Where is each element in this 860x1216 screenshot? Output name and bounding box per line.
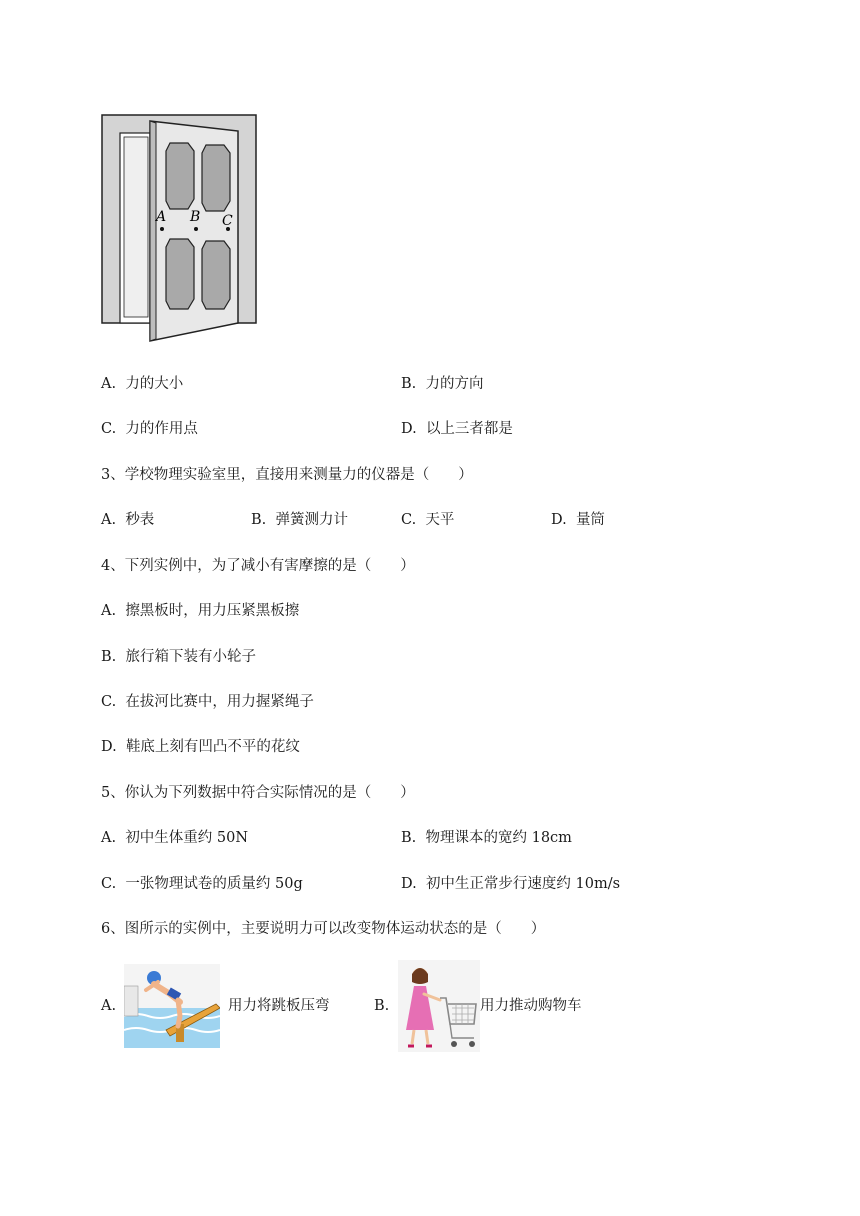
q2-option-b: [401, 374, 483, 394]
q6-option-a-text: 用力将跳板压弯: [228, 998, 330, 1014]
q2-option-a: [101, 374, 183, 394]
option-letter: A.: [101, 830, 117, 846]
point-label-a: A: [156, 209, 167, 225]
q5-option-d: [401, 874, 620, 894]
option-letter: B.: [251, 512, 267, 528]
option-text: 力的方向: [425, 376, 484, 392]
option-text: 旅行箱下装有小轮子: [125, 649, 256, 665]
option-text: 一张物理试卷的质量约 50g: [125, 876, 303, 892]
q3-option-d: [551, 510, 605, 530]
door-figure: [100, 113, 260, 343]
q6-option-b-letter: B.: [374, 998, 390, 1014]
option-letter: C.: [101, 694, 117, 710]
option-text: 力的大小: [125, 376, 184, 392]
option-letter: B.: [401, 376, 417, 392]
option-text: 在拔河比赛中，用力握紧绳子: [125, 694, 314, 710]
option-letter: D.: [101, 739, 117, 755]
q6-option-b-text: 用力推动购物车: [480, 998, 582, 1014]
option-text: 物理课本的宽约 18cm: [425, 830, 572, 846]
q3-stem: 3、学校物理实验室里，直接用来测量力的仪器是（ ）: [101, 467, 473, 483]
option-letter: D.: [401, 876, 417, 892]
q5-option-a: [101, 828, 248, 848]
option-text: 力的作用点: [125, 421, 198, 437]
option-letter: C.: [101, 421, 117, 437]
q4-option-c: [101, 692, 314, 712]
q4-option-a: [101, 601, 299, 621]
option-text: 秒表: [125, 512, 155, 528]
option-text: 量筒: [575, 512, 605, 528]
option-text: 天平: [425, 512, 455, 528]
option-letter: D.: [551, 512, 567, 528]
diver-illustration: [124, 964, 220, 1048]
q4-option-d: [101, 737, 300, 757]
q2-option-d: [401, 419, 513, 439]
point-label-b: B: [190, 209, 201, 225]
q4-stem: 4、下列实例中，为了减小有害摩擦的是（ ）: [101, 558, 415, 574]
option-letter: A.: [101, 603, 117, 619]
q5-stem: 5、你认为下列数据中符合实际情况的是（ ）: [101, 785, 415, 801]
option-text: 初中生正常步行速度约 10m/s: [425, 876, 621, 892]
option-letter: A.: [101, 376, 117, 392]
option-text: 初中生体重约 50N: [125, 830, 249, 846]
q3-option-c: [401, 510, 454, 530]
option-text: 以上三者都是: [425, 421, 513, 437]
point-label-c: C: [222, 213, 233, 229]
q2-option-c: [101, 419, 198, 439]
option-letter: B.: [401, 830, 417, 846]
option-text: 擦黑板时，用力压紧黑板擦: [125, 603, 300, 619]
shopping-cart-illustration: [398, 960, 480, 1052]
q3-option-b: [251, 510, 348, 530]
option-text: 鞋底上刻有凹凸不平的花纹: [125, 739, 300, 755]
q5-option-c: [101, 874, 303, 894]
option-letter: C.: [101, 876, 117, 892]
option-text: 弹簧测力计: [275, 512, 348, 528]
q5-option-b: [401, 828, 572, 848]
q6-stem: 6、图所示的实例中，主要说明力可以改变物体运动状态的是（ ）: [101, 921, 546, 937]
option-letter: B.: [101, 649, 117, 665]
option-letter: D.: [401, 421, 417, 437]
option-letter: C.: [401, 512, 417, 528]
option-letter: A.: [101, 512, 117, 528]
q3-option-a: [101, 510, 154, 530]
q4-option-b: [101, 647, 256, 667]
q6-option-a-letter: A.: [101, 998, 117, 1014]
